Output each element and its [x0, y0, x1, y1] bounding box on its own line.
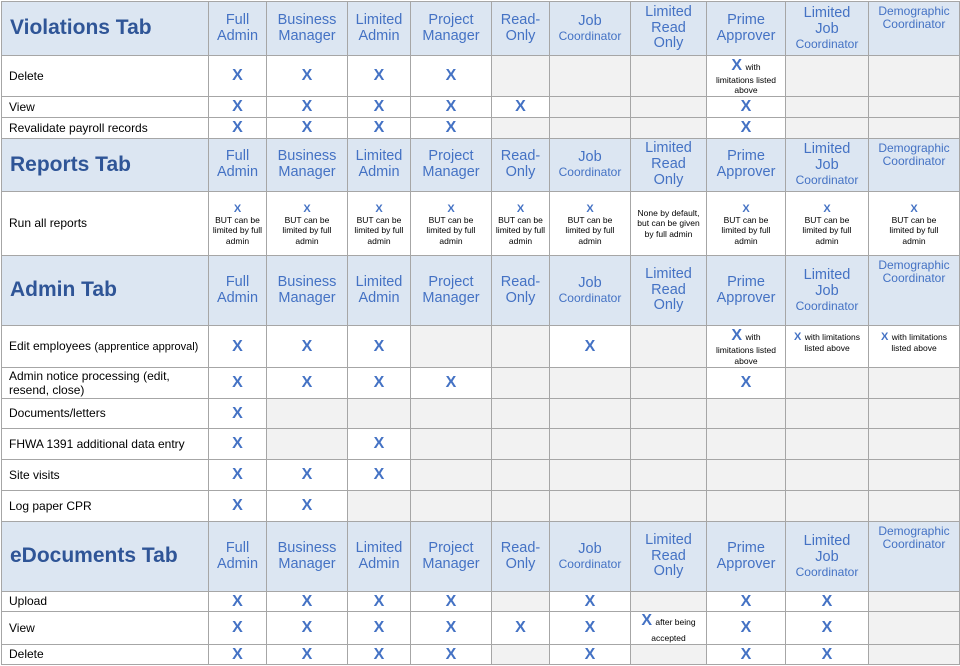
- role-job-coordinator: Job Coordinator: [550, 139, 631, 192]
- check-mark: X: [707, 612, 786, 645]
- check-mark: X: [267, 97, 348, 118]
- role-limited-job-coordinator: Limited Job Coordinator: [786, 522, 869, 592]
- check-mark: X: [707, 368, 786, 399]
- row-label: Documents/letters: [2, 399, 209, 429]
- row-label: FHWA 1391 additional data entry: [2, 429, 209, 460]
- role-read-only: Read- Only: [492, 139, 550, 192]
- check-mark: X: [209, 612, 267, 645]
- table-row: [2, 118, 960, 139]
- check-mark-limited: X BUT can be limited by full admin: [869, 192, 960, 256]
- check-mark: X: [550, 326, 631, 368]
- table-row: [2, 612, 960, 645]
- role-read-only: Read- Only: [492, 256, 550, 326]
- role-prime-approver: Prime Approver: [707, 522, 786, 592]
- check-mark: X: [267, 326, 348, 368]
- row-label: Edit employees (apprentice approval): [2, 326, 209, 368]
- reports-header-row: [2, 139, 960, 192]
- role-limited-job-coordinator: Limited Job Coordinator: [786, 256, 869, 326]
- role-project-manager: Project Manager: [411, 256, 492, 326]
- check-mark: X: [411, 612, 492, 645]
- role-project-manager: Project Manager: [411, 2, 492, 56]
- check-mark: X: [267, 612, 348, 645]
- role-prime-approver: Prime Approver: [707, 256, 786, 326]
- table-row: [2, 192, 960, 256]
- role-limited-read-only: Limited Read Only: [631, 522, 707, 592]
- check-mark: X: [209, 56, 267, 97]
- role-limited-admin: Limited Admin: [348, 2, 411, 56]
- check-mark-with-limitations: X with limitations listed above: [707, 326, 786, 368]
- check-mark: X: [209, 460, 267, 491]
- check-mark-limited: X BUT can be limited by full admin: [707, 192, 786, 256]
- check-mark: X: [707, 592, 786, 612]
- check-mark: X: [786, 592, 869, 612]
- role-demographic-coordinator: Demographic Coordinator: [869, 139, 960, 192]
- role-job-coordinator: Job Coordinator: [550, 2, 631, 56]
- role-prime-approver: Prime Approver: [707, 139, 786, 192]
- check-mark: X: [492, 612, 550, 645]
- check-mark: X: [550, 645, 631, 665]
- check-mark: X: [550, 592, 631, 612]
- table-row: [2, 592, 960, 612]
- role-job-coordinator: Job Coordinator: [550, 522, 631, 592]
- check-mark: X: [411, 645, 492, 665]
- role-project-manager: Project Manager: [411, 522, 492, 592]
- check-mark: X: [348, 592, 411, 612]
- row-label: View: [2, 612, 209, 645]
- role-business-manager: Business Manager: [267, 256, 348, 326]
- check-mark-limited: X BUT can be limited by full admin: [786, 192, 869, 256]
- role-limited-job-coordinator: Limited Job Coordinator: [786, 139, 869, 192]
- role-limited-read-only: Limited Read Only: [631, 139, 707, 192]
- section-title-edocuments: eDocuments Tab: [2, 522, 209, 592]
- section-title-admin: Admin Tab: [2, 256, 209, 326]
- row-label: Delete: [2, 56, 209, 97]
- role-demographic-coordinator: Demographic Coordinator: [869, 2, 960, 56]
- check-mark: X: [411, 592, 492, 612]
- role-read-only: Read- Only: [492, 2, 550, 56]
- table-row: [2, 460, 960, 491]
- section-title-violations: Violations Tab: [2, 2, 209, 56]
- role-demographic-coordinator: Demographic Coordinator: [869, 522, 960, 592]
- role-business-manager: Business Manager: [267, 2, 348, 56]
- role-limited-job-coordinator: Limited Job Coordinator: [786, 2, 869, 56]
- role-job-coordinator: Job Coordinator: [550, 256, 631, 326]
- row-label: Revalidate payroll records: [2, 118, 209, 139]
- role-limited-read-only: Limited Read Only: [631, 2, 707, 56]
- check-mark: X: [267, 56, 348, 97]
- role-prime-approver: Prime Approver: [707, 2, 786, 56]
- role-full-admin: Full Admin: [209, 256, 267, 326]
- check-mark-with-limitations: X with limitations listed above: [707, 56, 786, 97]
- role-limited-read-only: Limited Read Only: [631, 256, 707, 326]
- table-row: [2, 97, 960, 118]
- check-mark: X: [411, 56, 492, 97]
- check-mark-limited: X BUT can be limited by full admin: [267, 192, 348, 256]
- admin-header-row: [2, 256, 960, 326]
- check-mark: X: [550, 612, 631, 645]
- check-mark: X: [348, 56, 411, 97]
- role-full-admin: Full Admin: [209, 2, 267, 56]
- table-row: [2, 645, 960, 665]
- check-mark: X: [209, 368, 267, 399]
- check-mark-with-limitations: X with limitations listed above: [786, 326, 869, 368]
- permissions-table: [1, 1, 960, 665]
- check-mark: X: [411, 118, 492, 139]
- row-label: View: [2, 97, 209, 118]
- check-mark: X: [209, 592, 267, 612]
- table-row: [2, 326, 960, 368]
- check-mark: X: [348, 326, 411, 368]
- check-mark: X: [707, 645, 786, 665]
- section-title-reports: Reports Tab: [2, 139, 209, 192]
- violations-header-row: [2, 2, 960, 56]
- table-row: [2, 368, 960, 399]
- check-mark: X: [411, 368, 492, 399]
- check-mark: X: [267, 491, 348, 522]
- role-limited-admin: Limited Admin: [348, 522, 411, 592]
- role-full-admin: Full Admin: [209, 139, 267, 192]
- check-mark: X: [267, 592, 348, 612]
- role-read-only: Read- Only: [492, 522, 550, 592]
- check-mark-limited: X BUT can be limited by full admin: [411, 192, 492, 256]
- check-mark: X: [786, 612, 869, 645]
- row-label: Delete: [2, 645, 209, 665]
- check-mark-limited: X BUT can be limited by full admin: [348, 192, 411, 256]
- role-business-manager: Business Manager: [267, 522, 348, 592]
- check-mark: X: [209, 97, 267, 118]
- role-demographic-coordinator: Demographic Coordinator: [869, 256, 960, 326]
- table-row: [2, 399, 960, 429]
- check-mark: X: [348, 460, 411, 491]
- row-label: Log paper CPR: [2, 491, 209, 522]
- table-row: [2, 491, 960, 522]
- check-mark: X: [348, 97, 411, 118]
- table-row: [2, 429, 960, 460]
- row-label: Site visits: [2, 460, 209, 491]
- check-mark-limited: X BUT can be limited by full admin: [550, 192, 631, 256]
- role-business-manager: Business Manager: [267, 139, 348, 192]
- table-row: [2, 56, 960, 97]
- check-mark: X: [209, 326, 267, 368]
- role-project-manager: Project Manager: [411, 139, 492, 192]
- check-mark-limited: X BUT can be limited by full admin: [492, 192, 550, 256]
- role-limited-admin: Limited Admin: [348, 139, 411, 192]
- check-mark: X: [209, 491, 267, 522]
- check-mark-after-accepted: X after being accepted: [631, 612, 707, 645]
- check-mark: X: [267, 368, 348, 399]
- row-label: Upload: [2, 592, 209, 612]
- check-mark: X: [348, 118, 411, 139]
- role-full-admin: Full Admin: [209, 522, 267, 592]
- check-mark-limited: X BUT can be limited by full admin: [209, 192, 267, 256]
- edocuments-header-row: [2, 522, 960, 592]
- check-mark: X: [267, 460, 348, 491]
- check-mark: X: [209, 645, 267, 665]
- row-label: Admin notice processing (edit, resend, close): [2, 368, 209, 399]
- check-mark: X: [786, 645, 869, 665]
- check-mark: X: [267, 118, 348, 139]
- check-mark: X: [492, 97, 550, 118]
- check-mark: X: [348, 368, 411, 399]
- row-label: Run all reports: [2, 192, 209, 256]
- check-mark: X: [348, 645, 411, 665]
- check-mark: X: [267, 645, 348, 665]
- role-limited-admin: Limited Admin: [348, 256, 411, 326]
- check-mark: X: [209, 118, 267, 139]
- check-mark: X: [209, 429, 267, 460]
- check-mark: X: [348, 429, 411, 460]
- check-mark: X: [707, 97, 786, 118]
- check-mark: X: [209, 399, 267, 429]
- check-mark: X: [707, 118, 786, 139]
- none-by-default-note: None by default, but can be given by full admin: [631, 192, 707, 256]
- check-mark: X: [411, 97, 492, 118]
- check-mark: X: [348, 612, 411, 645]
- check-mark-with-limitations: X with limitations listed above: [869, 326, 960, 368]
